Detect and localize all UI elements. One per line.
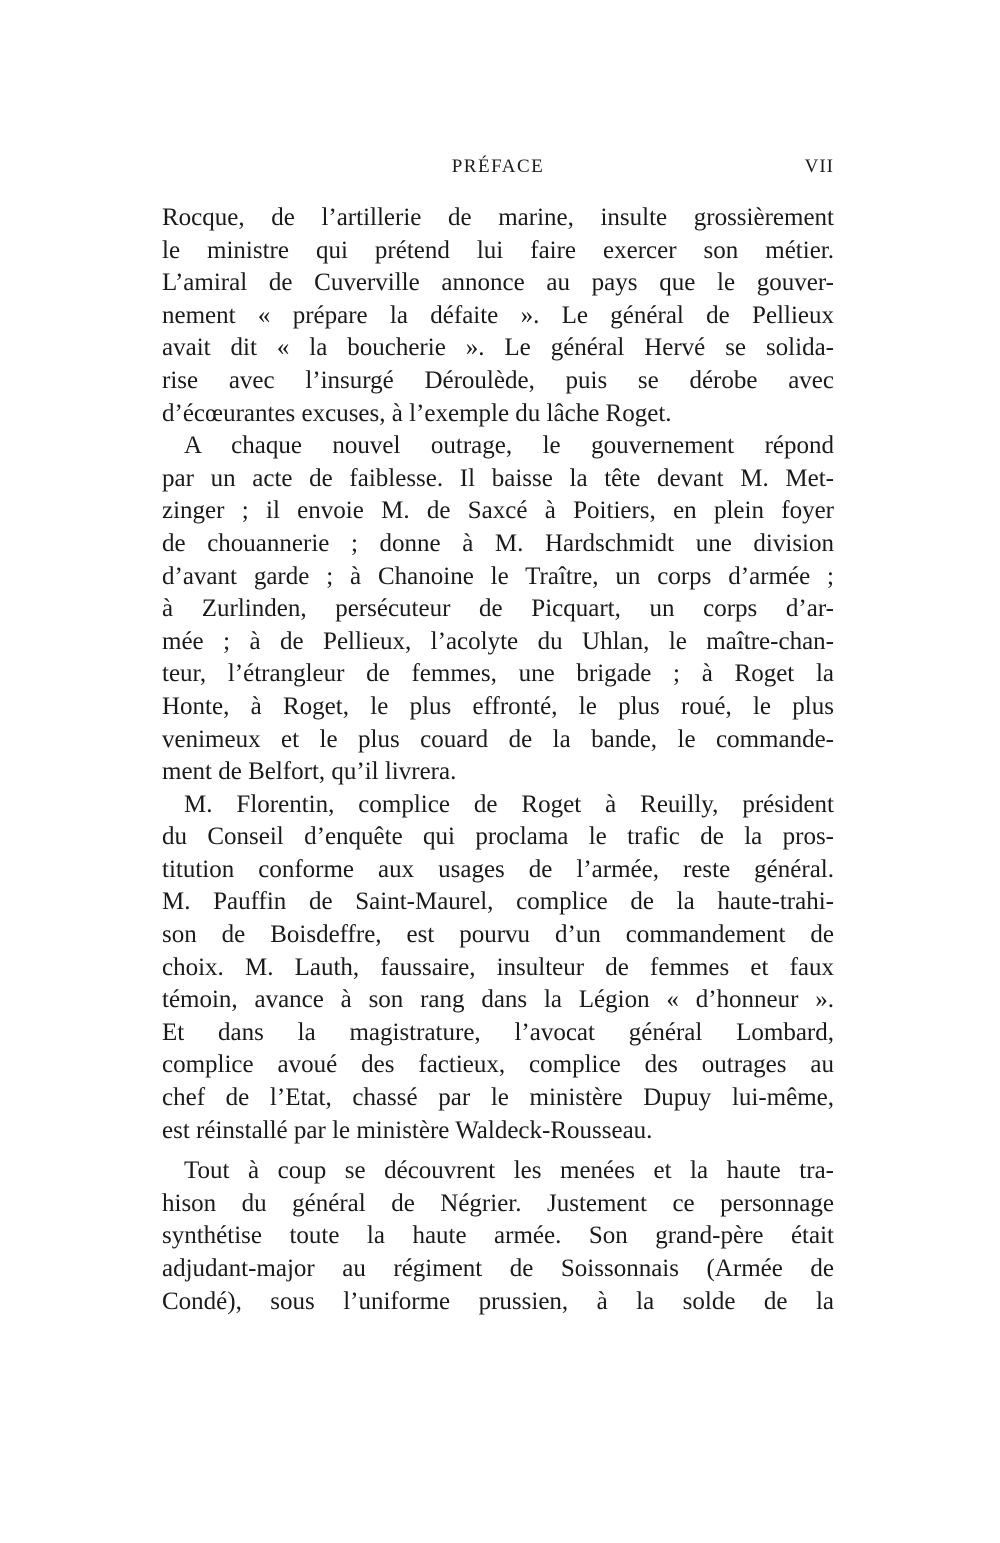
text-line: synthétise toute la haute armée. Son grand-père était xyxy=(162,1222,834,1250)
paragraph-gap xyxy=(162,1147,834,1155)
text-line: le ministre qui prétend lui faire exercer son métier. xyxy=(162,236,834,264)
text-line: Rocque, de l’artillerie de marine, insulte grossièrement xyxy=(162,204,834,231)
text-line: M. Pauffin de Saint-Maurel, complice de la haute-trahi- xyxy=(162,888,834,916)
text-line: complice avoué des factieux, complice des outrages au xyxy=(162,1051,834,1079)
text-line: son de Boisdeffre, est pourvu d’un commandement de xyxy=(162,921,834,949)
text-line: choix. M. Lauth, faussaire, insulteur de femmes et faux xyxy=(162,953,834,981)
text-line: Condé), sous l’uniforme prussien, à la solde de la xyxy=(162,1287,834,1315)
text-line: Honte, à Roget, le plus effronté, le plus roué, le plus xyxy=(162,692,834,720)
text-line: titution conforme aux usages de l’armée, reste général. xyxy=(162,855,834,883)
text-line: nement « prépare la défaite ». Le général de Pellieux xyxy=(162,301,834,329)
text-line: Tout à coup se découvrent les menées et la haute tra- xyxy=(184,1157,834,1185)
paragraph xyxy=(162,202,834,430)
paragraph xyxy=(162,430,834,789)
text-line: teur, l’étrangleur de femmes, une brigade ; à Roget la xyxy=(162,660,834,688)
text-line: d’avant garde ; à Chanoine le Traître, un corps d’armée ; xyxy=(162,562,834,590)
page-number: VII xyxy=(804,156,834,177)
running-header xyxy=(162,156,834,186)
text-line: ment de Belfort, qu’il livrera. xyxy=(162,758,457,786)
text-line: venimeux et le plus couard de la bande, le commande- xyxy=(162,725,834,753)
running-title: PRÉFACE xyxy=(451,156,545,177)
text-line: d’écœurantes excuses, à l’exemple du lâche Roget. xyxy=(162,399,672,427)
text-line: A chaque nouvel outrage, le gouvernement répond xyxy=(184,432,834,460)
text-line: par un acte de faiblesse. Il baisse la tête devant M. Met- xyxy=(162,464,834,492)
text-line: M. Florentin, complice de Roget à Reuilly, président xyxy=(184,790,834,818)
text-line: témoin, avance à son rang dans la Légion « d’honneur ». xyxy=(162,986,834,1014)
text-line: L’amiral de Cuverville annonce au pays que le gouver- xyxy=(162,269,834,297)
text-line: avait dit « la boucherie ». Le général Hervé se solida- xyxy=(162,334,834,362)
text-line: à Zurlinden, persécuteur de Picquart, un corps d’ar- xyxy=(162,595,834,623)
paragraph xyxy=(162,789,834,1148)
body-text xyxy=(162,202,834,1318)
text-line: est réinstallé par le ministère Waldeck-Rousseau. xyxy=(162,1116,653,1144)
text-line: Et dans la magistrature, l’avocat général Lombard, xyxy=(162,1018,834,1046)
text-line: chef de l’Etat, chassé par le ministère Dupuy lui-même, xyxy=(162,1084,834,1112)
text-line: rise avec l’insurgé Déroulède, puis se dérobe avec xyxy=(162,366,834,394)
text-line: zinger ; il envoie M. de Saxcé à Poitiers, en plein foyer xyxy=(162,497,834,525)
text-line: adjudant-major au régiment de Soissonnais (Armée de xyxy=(162,1255,834,1282)
text-line: hison du général de Négrier. Justement ce personnage xyxy=(162,1189,834,1217)
paragraph xyxy=(162,1155,834,1318)
text-line: du Conseil d’enquête qui proclama le trafic de la pros- xyxy=(162,823,834,851)
text-line: de chouannerie ; donne à M. Hardschmidt une division xyxy=(162,529,834,557)
text-line: mée ; à de Pellieux, l’acolyte du Uhlan, le maître-chan- xyxy=(162,627,834,655)
